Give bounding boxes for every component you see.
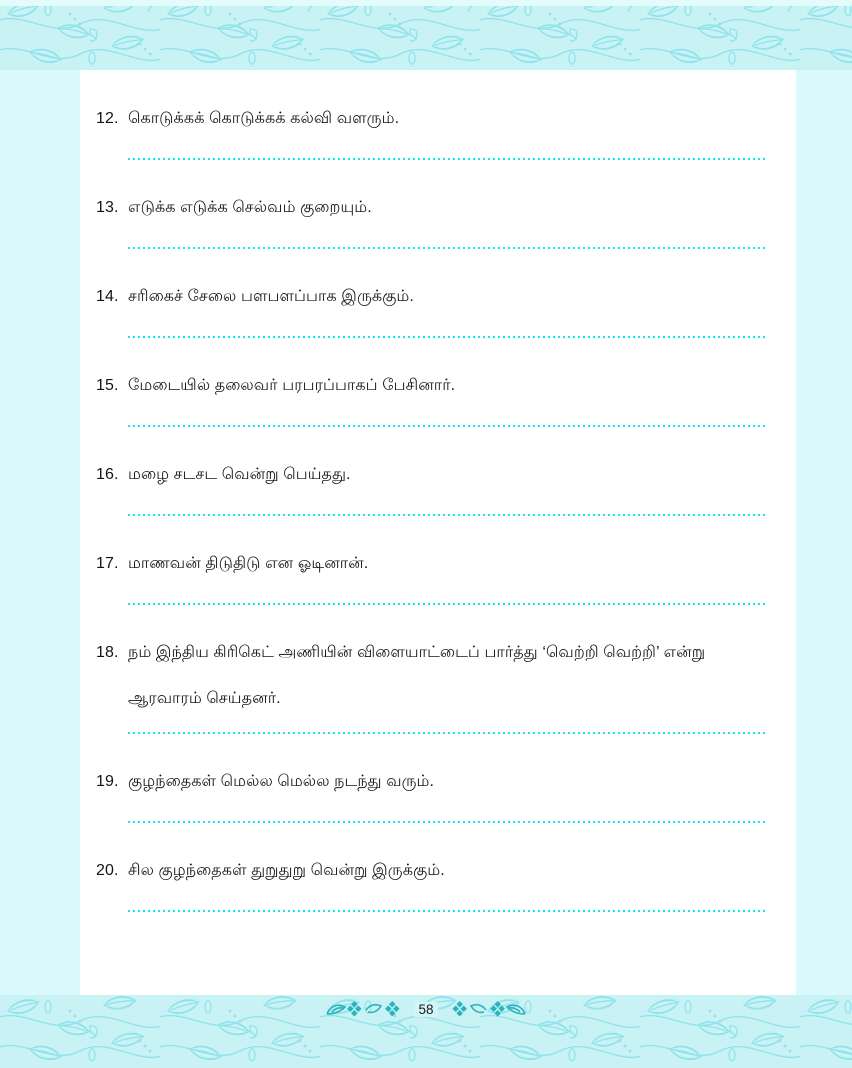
item-text: குழந்தைகள் மெல்ல மெல்ல நடந்து வரும். xyxy=(128,773,435,790)
item-number: 13. xyxy=(96,199,119,216)
answer-blank-line xyxy=(128,603,765,605)
item-number: 16. xyxy=(96,466,119,483)
item-text: நம் இந்திய கிரிகெட் அணியின் விளையாட்டைப் பார்த்து ‘வெற்றி வெற்றி’ என்று ஆரவாரம் செய்தனர். xyxy=(128,644,706,707)
footer-flourish-right-icon xyxy=(448,1000,526,1018)
item-number: 12. xyxy=(96,110,119,127)
item-number: 17. xyxy=(96,555,119,572)
answer-blank-line xyxy=(128,425,765,427)
answer-blank-line xyxy=(128,158,765,160)
list-item xyxy=(80,452,796,516)
item-text: சரிகைச் சேலை பளபளப்பாக இருக்கும். xyxy=(128,288,414,305)
list-item xyxy=(80,96,796,160)
item-number: 20. xyxy=(96,862,119,879)
answer-blank-line xyxy=(128,732,765,734)
list-item xyxy=(80,185,796,249)
leaf-vine-pattern-top xyxy=(0,0,852,70)
item-text: எடுக்க எடுக்க செல்வம் குறையும். xyxy=(128,199,372,216)
item-number: 14. xyxy=(96,288,119,305)
list-item xyxy=(80,274,796,338)
list-item xyxy=(80,759,796,823)
item-text: மாணவன் திடுதிடு என ஓடினான். xyxy=(128,555,369,572)
decorative-border-top xyxy=(0,0,852,70)
item-text: மழை சடசட வென்று பெய்தது. xyxy=(128,466,351,483)
list-item xyxy=(80,363,796,427)
page-number: 58 xyxy=(414,1002,437,1017)
item-text: மேடையில் தலைவர் பரபரப்பாகப் பேசினார். xyxy=(128,377,456,394)
answer-blank-line xyxy=(128,247,765,249)
list-item xyxy=(80,541,796,605)
page-footer xyxy=(0,999,852,1019)
list-item xyxy=(80,630,796,734)
answer-blank-line xyxy=(128,514,765,516)
border-top-highlight xyxy=(0,0,852,6)
footer-flourish-left-icon xyxy=(326,1000,404,1018)
item-text: சில குழந்தைகள் துறுதுறு வென்று இருக்கும். xyxy=(128,862,445,879)
content-page xyxy=(80,70,796,995)
answer-blank-line xyxy=(128,910,765,912)
answer-blank-line xyxy=(128,336,765,338)
item-number: 15. xyxy=(96,377,119,394)
answer-blank-line xyxy=(128,821,765,823)
list-item xyxy=(80,848,796,912)
item-number: 18. xyxy=(96,644,119,661)
item-text: கொடுக்கக் கொடுக்கக் கல்வி வளரும். xyxy=(128,110,400,127)
item-number: 19. xyxy=(96,773,119,790)
